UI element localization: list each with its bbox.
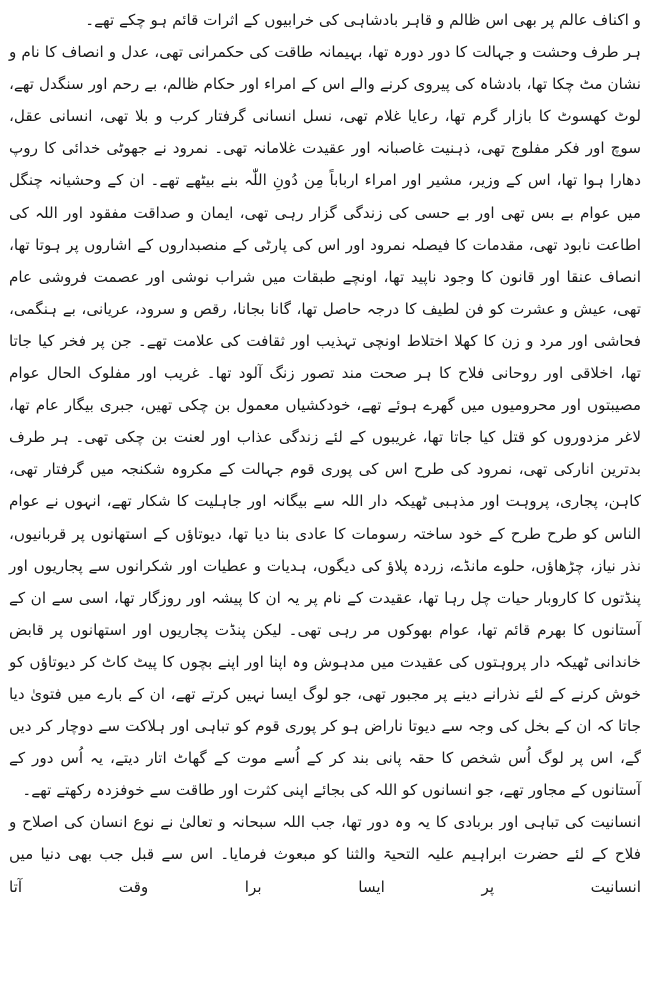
article-body bbox=[9, 4, 641, 903]
paragraph-main: ہر طرف وحشت و جہالت کا دور دورہ تھا، بہیمانہ طاقت کی حکمرانی تھی، عدل و انصاف کا نام و نشان مٹ چکا تھا، بادشاہ کی پیروی کرنے والے اس کے امراء اور حکام ظالم، بے رحم اور سنگدل تھے، لوٹ کھسوٹ کا بازار گرم تھا، رعایا غلام تھی، نسل انسانی گرفتار کرب و بلا تھی، انسانی عقل، سوچ اور فکر مفلوج تھی، ذہنیت غاصبانہ اور عقیدت غلامانہ تھی۔ نمرود نے جھوٹی خدائی کا روپ دھارا ہوا تھا، اس کے وزیر، مشیر اور امراء ارباباً مِن دُونِ اللّٰہ بنے بیٹھے تھے۔ ان کے وحشیانہ چنگل میں عوام بے بس تھی اور بے حسی کی زندگی گزار رہی تھی، ایمان و صداقت مفقود اور اللہ کی اطاعت نابود تھی، مقدمات کا فیصلہ نمرود اور اس کی پارٹی کے منصبداروں کے اشاروں پر ہوتا تھا، انصاف عنقا اور قانون کا وجود ناپید تھا، اونچے طبقات میں شراب نوشی اور عصمت فروشی عام تھی، عیش و عشرت کو فن لطیف کا درجہ حاصل تھا، گانا بجانا، رقص و سرود، عریانی، بے ہنگمی، فحاشی اور مرد و زن کا کھلا اختلاط اونچی تہذیب اور ثقافت کی علامت تھے۔ جن پر فخر کیا جاتا تھا، اخلاقی اور روحانی فلاح کا ہر صحت مند تصور زنگ آلود تھا۔ غریب اور مفلوک الحال عوام مصیبتوں اور محرومیوں میں گھرے ہوئے تھے، خودکشیاں معمول بن چکی تھیں، جبری بیگار عام تھا، لاغر مزدوروں کو قتل کیا جاتا تھا، غریبوں کے لئے زندگی عذاب اور لعنت بن چکی تھی۔ ہر طرف بدترین انارکی تھی، نمرود کی طرح اس کی پوری قوم جہالت کے مکروہ شکنجہ میں گرفتار تھی، کاہن، پجاری، پروہت اور مذہبی ٹھیکہ دار اللہ سے بیگانہ اور جاہلیت کا شکار تھے، انہوں نے عوام الناس کو طرح طرح کے خود ساختہ رسومات کا عادی بنا دیا تھا، دیوتاؤں کے استھانوں پر قربانیوں، نذر نیاز، چڑھاؤں، حلوے مانڈے، زردہ پلاؤ کی دیگوں، ہدیات و عطیات اور شکرانوں سے پجاریوں اور پنڈتوں کا کاروبار حیات چل رہا تھا، عقیدت کے نام پر یہ ان کا پیشہ اور روزگار تھا، اسی سے ان کے آستانوں کا بھرم قائم تھا، عوام بھوکوں مر رہی تھی۔ لیکن پنڈت پجاریوں اور استھانوں پر قابض خاندانی ٹھیکہ دار پروہتوں کی عقیدت میں مدہوش وہ اپنا اور اپنے بچوں کا پیٹ کاٹ کر دیوتاؤں کو خوش کرنے کے لئے نذرانے دینے پر مجبور تھی، جو لوگ ایسا نہیں کرتے تھے، ان کے بارے میں فتویٰ دیا جاتا کہ ان کے بخل کی وجہ سے دیوتا ناراض ہو کر پوری قوم کو تباہی اور ہلاکت سے دوچار کر دیں گے، اس پر لوگ اُس شخص کا حقہ پانی بند کر کے اُسے موت کے گھاٹ اتار دیتے، یہ اُس دور کے آستانوں کے مجاور تھے، جو انسانوں کو اللہ کی بجائے اپنی کثرت اور طاقت سے خوفزدہ رکھتے تھے۔ bbox=[9, 43, 641, 800]
paragraph-closing: انسانیت کی تباہی اور بربادی کا یہ وہ دور تھا، جب اللہ سبحانہ و تعالیٰ نے نوع انسان کی اصلاح و فلاح کے لئے حضرت ابراہیم علیہ التحیۃ والثنا کو مبعوث فرمایا۔ اس سے قبل جب بھی دنیا میں انسانیت پر ایسا برا وقت آتا bbox=[9, 813, 641, 896]
paragraph-continuation: و اکناف عالم پر بھی اس ظالم و قاہر بادشاہی کی خرابیوں کے اثرات قائم ہو چکے تھے۔ bbox=[85, 11, 641, 29]
